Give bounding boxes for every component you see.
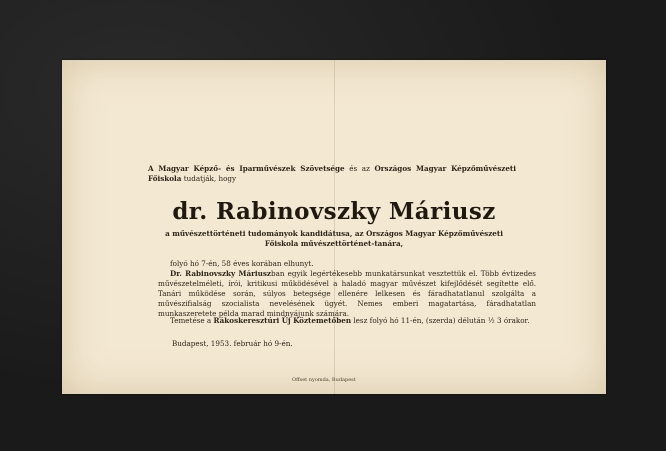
funeral-start: Temetése a [170, 316, 214, 325]
intro-org1: A Magyar Képző- és Iparművészek Szövetsége [148, 164, 345, 173]
funeral-notice [170, 316, 529, 326]
intro-org2: Országos Magyar Képzőművészeti Főiskola [148, 164, 516, 183]
death-notice: folyó hó 7-én, 58 éves korában elhunyt. [170, 259, 314, 268]
intro-end: tudatják, hogy [181, 174, 237, 183]
tribute-text: ban egyik legértékesebb munkatársunkat vesztettük el. Több évtizedes művészetelméleti, írói, kritikusi működésével a haladó magyar művészet kifejlődését segítette elő. Tanári működése során, súlyos betegsége ellenére lelkesen és fáradhatatlanul szolgálta a művészifialság szocialista nevelésének ügyét. Nemes emberi magatartása, fáradhatatlan munkaszeretete példa marad mindnyájunk számára. [158, 269, 536, 318]
funeral-place: Rákoskeresztúri Új Köztemetőben [213, 316, 352, 325]
tribute-name: Dr. Rabinovszky Máriusz [170, 269, 272, 278]
printer-credit: Offset nyomda, Budapest [292, 377, 356, 383]
document-date: Budapest, 1953. február hó 9-én. [172, 339, 293, 348]
intro-paragraph [148, 164, 516, 184]
deceased-title [62, 229, 606, 249]
deceased-name: dr. Rabinovszky Máriusz [172, 198, 496, 225]
tribute-paragraph [158, 269, 536, 319]
intro-and: és az [344, 164, 375, 173]
title-line-1: a művészettörténeti tudományok kandidátusa, az Országos Magyar Képzőművészeti [165, 229, 503, 238]
paper-fold [334, 60, 335, 394]
funeral-end: lesz folyó hó 11-én, (szerda) délután ½ 3 órakor. [351, 316, 530, 325]
title-line-2: Főiskola művészettörténet-tanára, [264, 239, 404, 248]
obituary-sheet [62, 60, 606, 394]
